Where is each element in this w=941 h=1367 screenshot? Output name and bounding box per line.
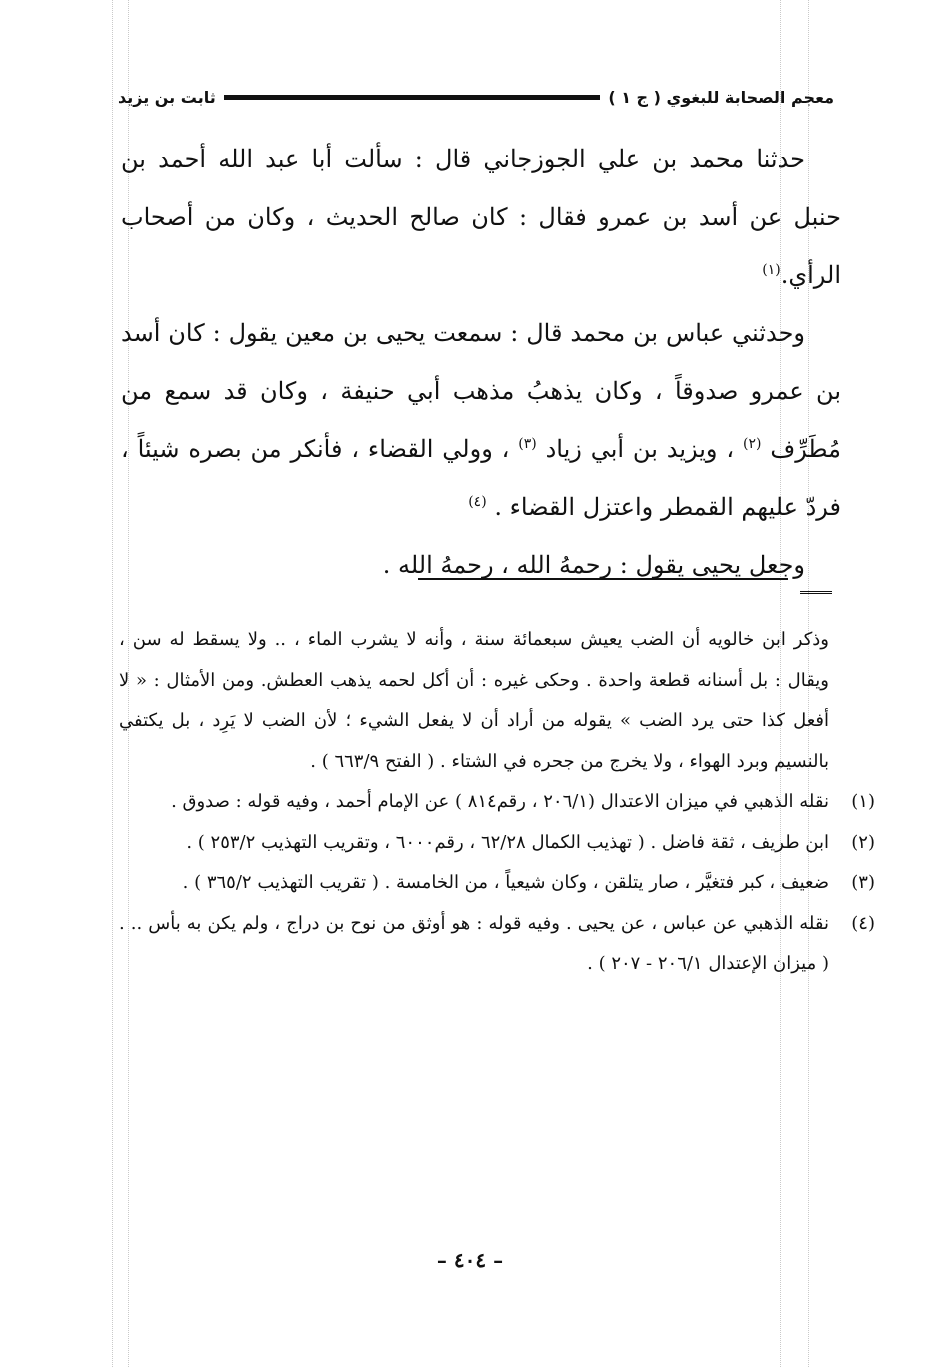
footnote-ref: (٤) xyxy=(468,494,487,510)
main-text xyxy=(121,130,841,594)
footnote-item xyxy=(119,782,875,823)
footnote-number: (٢) xyxy=(851,831,875,853)
paragraph xyxy=(121,536,841,594)
footnote-item xyxy=(119,904,875,985)
footnote-continuation: وذكر ابن خالويه أن الضب يعيش سبعمائة سنة ، وأنه لا يشرب الماء ، .. ولا يسقط له سن ، ويقال : بل أسنانه قطعة واحدة . وحكى غيره : أن أكل لحمه يذهب العطش. ومن الأمثال : « لا أفعل كذا حتى يرد الضب » يقوله من أراد أن لا يفعل الشيء ؛ لأن الضب لا يَرِد ، بل يكتفي بالنسيم وبرد الهواء ، ولا يخرج من جحره في الشتاء . ( الفتح ٦٦٣/٩ ) . xyxy=(119,629,829,772)
footnote-text: ابن طريف ، ثقة فاضل . ( تهذيب الكمال ٦٢/٢٨ ، رقم٦٠٠٠ ، وتقريب التهذيب ٢٥٣/٢ ) . xyxy=(186,831,829,853)
footnotes xyxy=(119,620,875,985)
footnote-number: (٣) xyxy=(851,872,875,893)
footnote-text: نقله الذهبي في ميزان الاعتدال (٢٠٦/١ ، رقم٨١٤ ) عن الإمام أحمد ، وفيه قوله : صدوق . xyxy=(171,791,829,812)
running-header xyxy=(118,82,834,112)
paragraph-text: ، وولي القضاء ، فأنكر من بصره شيئاً ، فردّ عليهم القمطر واعتزل القضاء . xyxy=(121,435,841,521)
paragraph-text: ، ويزيد بن أبي زياد xyxy=(545,435,735,463)
footnote-number: (٤) xyxy=(851,912,875,934)
footnote-separator xyxy=(418,578,788,580)
page-number: – ٤٠٤ – xyxy=(436,1248,504,1272)
paragraph-text: حدثنا محمد بن علي الجوزجاني قال : سألت أبا عبد الله أحمد بن حنبل عن أسد بن عمرو فقال : كان صالح الحديث ، وكان من أصحاب الرأي. xyxy=(121,145,841,289)
footnote-ref: (٢) xyxy=(742,436,762,452)
paragraph-text: وحدثني عباس بن محمد قال : سمعت يحيى بن معين يقول : كان أسد بن عمرو صدوقاً ، وكان يذهبُ مذهب أبي حنيفة ، وكان قد سمع من مُطَرِّف xyxy=(121,319,841,463)
entry-name: ثابت بن يزيد xyxy=(118,87,216,107)
footnote-text: ضعيف ، كبر فتغيَّر ، صار يتلقن ، وكان شيعياً ، من الخامسة . ( تقريب التهذيب ٣٦٥/٢ ) . xyxy=(182,872,829,893)
footnote-ref: (١) xyxy=(762,262,781,278)
separator-dash xyxy=(800,591,832,594)
footnote-item xyxy=(119,823,875,864)
footnote-item xyxy=(119,863,875,904)
paragraph xyxy=(121,130,841,304)
header-rule xyxy=(224,95,601,100)
footnote-text: نقله الذهبي عن عباس ، عن يحيى . وفيه قوله : هو أوثق من نوح بن دراج ، ولم يكن به بأس .. . ( ميزان الإعتدال ٢٠٦/١ - ٢٠٧ ) . xyxy=(119,912,829,974)
footnote-number: (١) xyxy=(851,791,875,812)
paragraph xyxy=(121,304,841,536)
scan-guide-line xyxy=(112,0,113,1367)
footnote-ref: (٣) xyxy=(518,436,537,452)
book-title: معجم الصحابة للبغوي ( ج ١ ) xyxy=(608,87,834,107)
paragraph-text: وجعل يحيى يقول : رحمهُ الله ، رحمهُ الله . xyxy=(382,551,805,579)
